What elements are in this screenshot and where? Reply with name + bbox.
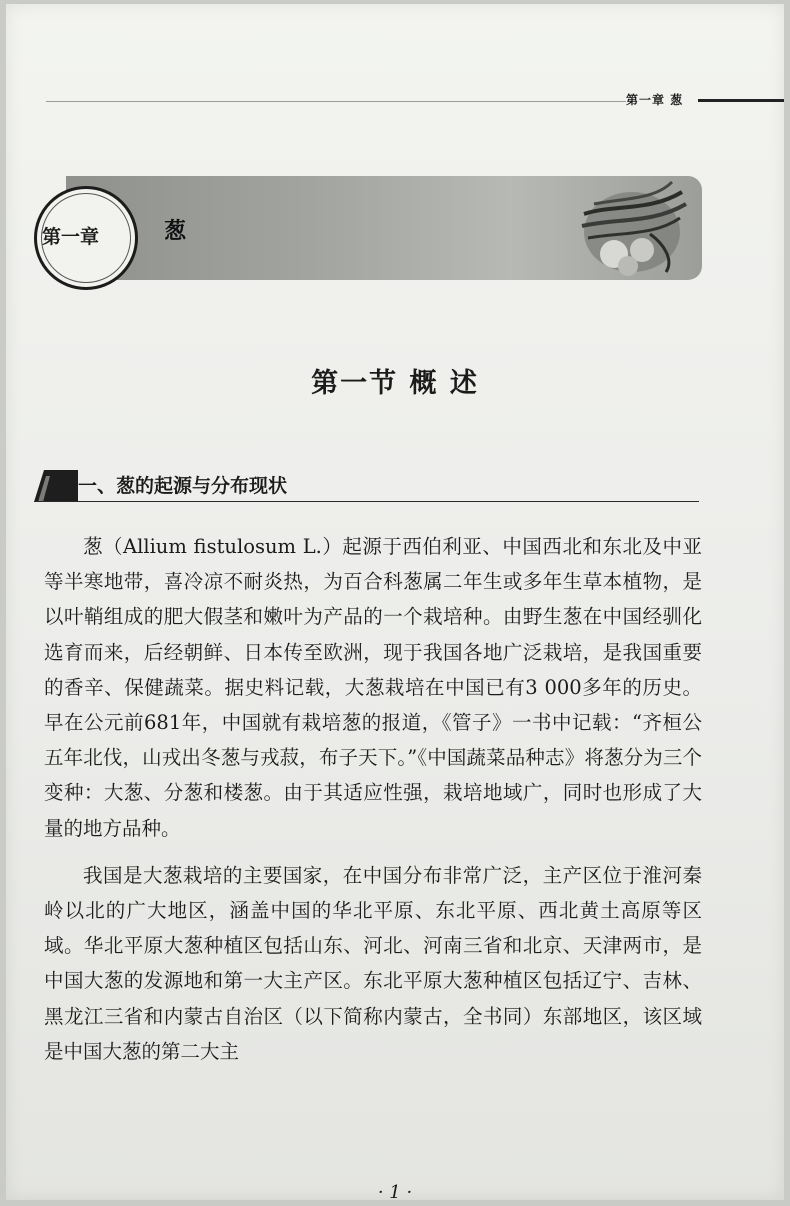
subsection-rule [34,501,699,502]
running-header-rule [698,99,784,102]
scallion-illustration-icon [554,174,694,278]
body-text [44,529,702,1069]
paragraph: 我国是大葱栽培的主要国家，在中国分布非常广泛，主产区位于淮河秦岭以北的广大地区，涵盖中国的华北平原、东北平原、西北黄土高原等区域。华北平原大葱种植区包括山东、河北、河南三省和北京、天津两市，是中国大葱的发源地和第一大主产区。东北平原大葱种植区包括辽宁、吉林、黑龙江三省和内蒙古自治区（以下简称内蒙古，全书同）东部地区，该区域是中国大葱的第二大主 [44,863,702,1063]
book-page [6,4,784,1200]
running-header-text: 第一章 葱 [626,93,684,107]
chapter-label: 第一章 [42,226,100,248]
page-number: · 1 · [377,1182,413,1200]
chapter-title: 葱 [164,219,187,244]
subsection-title: 一、葱的起源与分布现状 [78,475,288,497]
chapter-banner [26,170,702,282]
paragraph: 葱（Allium fistulosum L.）起源于西伯利亚、中国西北和东北及中亚等半寒地带，喜冷凉不耐炎热，为百合科葱属二年生或多年生草本植物，是以叶鞘组成的肥大假茎和嫩叶为产品的一个栽培种。由野生葱在中国经驯化选育而来，后经朝鲜、日本传至欧洲，现于我国各地广泛栽培，是我国重要的香辛、保健蔬菜。据史料记载，大葱栽培在中国已有3 000多年的历史。早在公元前681年，中国就有栽培葱的报道，《管子》一书中记载：“齐桓公五年北伐，山戎出冬葱与戎菽，布子天下。”《中国蔬菜品种志》将葱分为三个变种：大葱、分葱和楼葱。由于其适应性强，栽培地域广，同时也形成了大量的地方品种。 [44,535,702,840]
section-title: 第一节 概 述 [311,368,479,399]
header-rule-thin [46,101,626,102]
subsection-heading [34,464,699,506]
running-header [626,91,784,111]
black-tab-icon [34,470,78,502]
